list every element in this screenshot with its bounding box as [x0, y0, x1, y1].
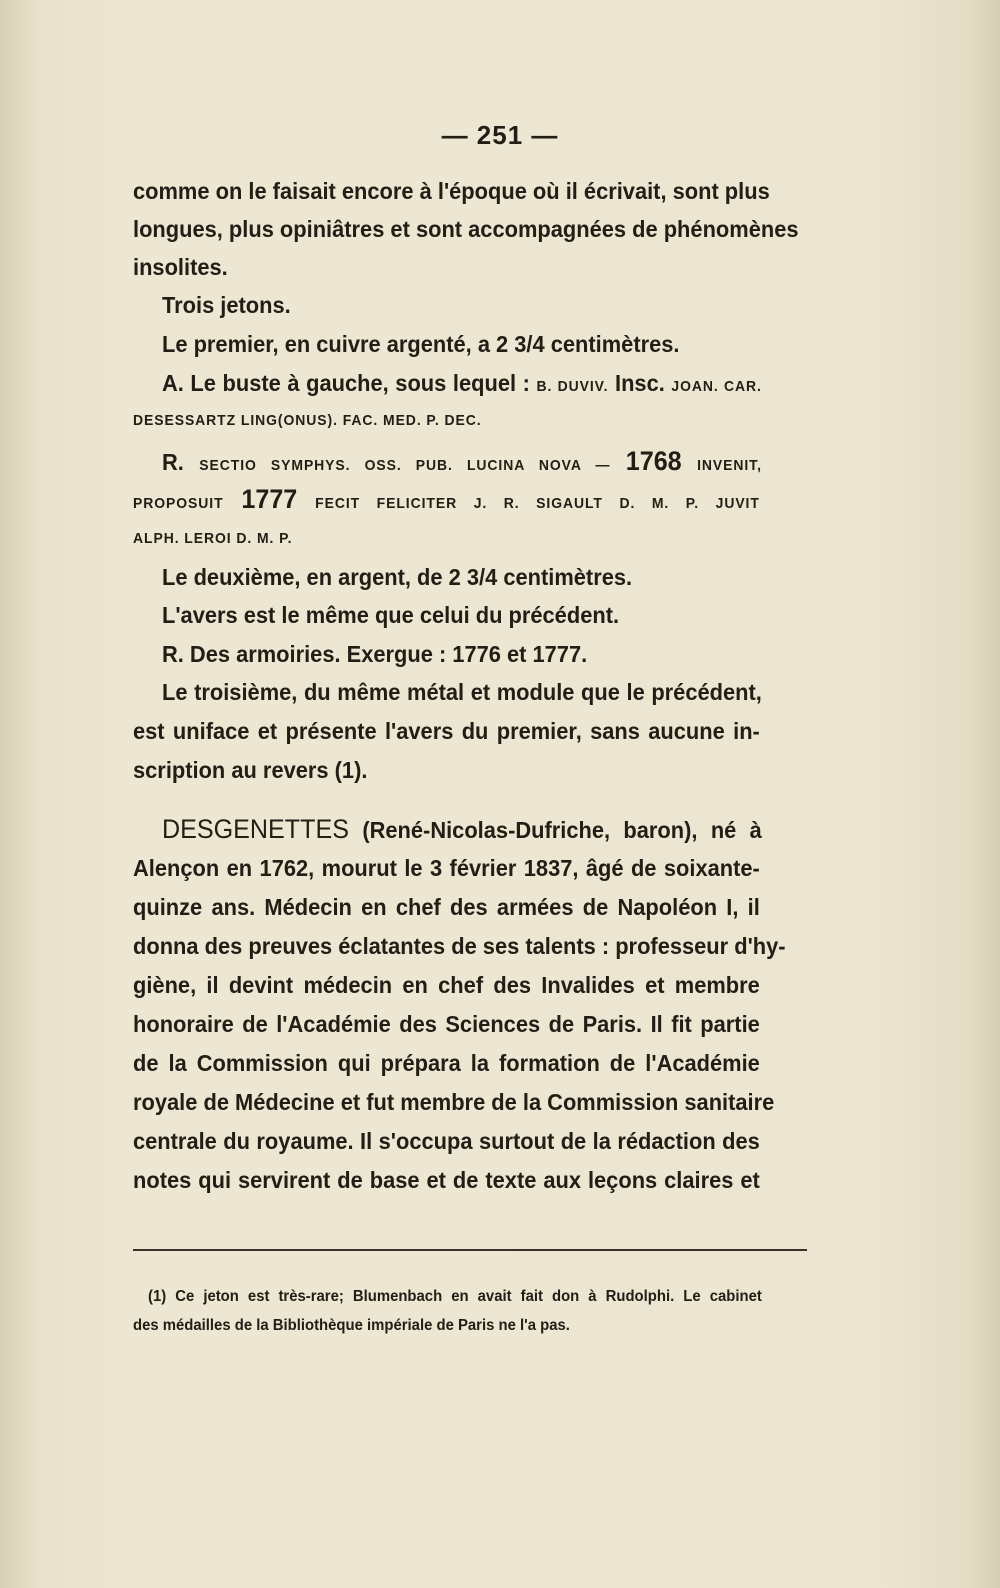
paragraph-line: L'avers est le même que celui du précédent. — [162, 602, 620, 628]
paragraph-line: R. Des armoiries. Exergue : 1776 et 1777. — [162, 641, 588, 667]
paragraph-line: honoraire de l'Académie des Sciences de Paris. Il fit partie — [133, 1011, 760, 1037]
avers-rest: JOAN. CAR. — [671, 378, 762, 395]
entry-heading — [162, 814, 762, 845]
revers-text: SECTIO SYMPHYS. OSS. PUB. LUCINA NOVA — — [199, 457, 611, 474]
footnote-line: (1) Ce jeton est très-rare; Blumenbach en avait fait don à Rudolphi. Le cabinet — [148, 1288, 762, 1305]
avers-insc: Insc. — [615, 370, 665, 396]
paragraph-line: giène, il devint médecin en chef des Invalides et membre — [133, 972, 760, 998]
entry-name: DESGENETTES — [162, 814, 349, 844]
paragraph-line: Alençon en 1762, mourut le 3 février 1837, âgé de soixante- — [133, 855, 760, 881]
page-number: — 251 — — [441, 120, 559, 150]
footnote-rule — [133, 1249, 807, 1251]
paragraph-line: de la Commission qui prépara la formation de l'Académie — [133, 1050, 760, 1076]
avers-name: B. DUVIV. — [536, 378, 609, 395]
paragraph-line: Le premier, en cuivre argenté, a 2 3/4 centimètres. — [162, 331, 680, 357]
avers-line — [162, 368, 762, 402]
paragraph-line: centrale du royaume. Il s'occupa surtout de la rédaction des — [133, 1128, 760, 1154]
paragraph-line: donna des preuves éclatantes de ses talents : professeur d'hy- — [133, 933, 786, 959]
paragraph-line: notes qui servirent de base et de texte aux leçons claires et — [133, 1167, 760, 1193]
paragraph-line: Le troisième, du même métal et module que le précédent, — [162, 679, 762, 705]
revers-r: R. — [162, 449, 184, 475]
paragraph-line: est uniface et présente l'avers du premier, sans aucune in- — [133, 718, 760, 744]
revers-year: 1768 — [625, 446, 682, 476]
avers-prefix: A. Le buste à gauche, sous lequel : — [162, 370, 530, 396]
footnote-line: des médailles de la Bibliothèque impériale de Paris ne l'a pas. — [133, 1317, 570, 1334]
section-heading: Trois jetons. — [162, 292, 291, 318]
revers-fecit: FECIT FELICITER J. R. SIGAULT D. M. P. JUVIT — [315, 495, 760, 512]
avers-line-2: DESESSARTZ LING(ONUS). FAC. MED. P. DEC. — [133, 412, 482, 429]
paragraph-line: comme on le faisait encore à l'époque où il écrivait, sont plus — [133, 178, 770, 204]
revers-proposuit: PROPOSUIT — [133, 495, 224, 512]
paragraph-line: royale de Médecine et fut membre de la Commission sanitaire — [133, 1089, 775, 1115]
revers-line-2 — [133, 484, 760, 519]
paragraph-line: scription au revers (1). — [133, 757, 368, 783]
revers-invenit: INVENIT, — [697, 457, 762, 474]
paragraph-line: insolites. — [133, 254, 228, 280]
revers-year-2: 1777 — [241, 484, 298, 514]
revers-line-1 — [162, 446, 762, 481]
paragraph-line: quinze ans. Médecin en chef des armées de Napoléon I, il — [133, 894, 760, 920]
revers-line-3: ALPH. LEROI D. M. P. — [133, 530, 293, 547]
entry-heading-rest: (René-Nicolas-Dufriche, baron), né à — [362, 817, 762, 843]
paragraph-line: Le deuxième, en argent, de 2 3/4 centimètres. — [162, 564, 633, 590]
paragraph-line: longues, plus opiniâtres et sont accompagnées de phénomènes — [133, 216, 799, 242]
